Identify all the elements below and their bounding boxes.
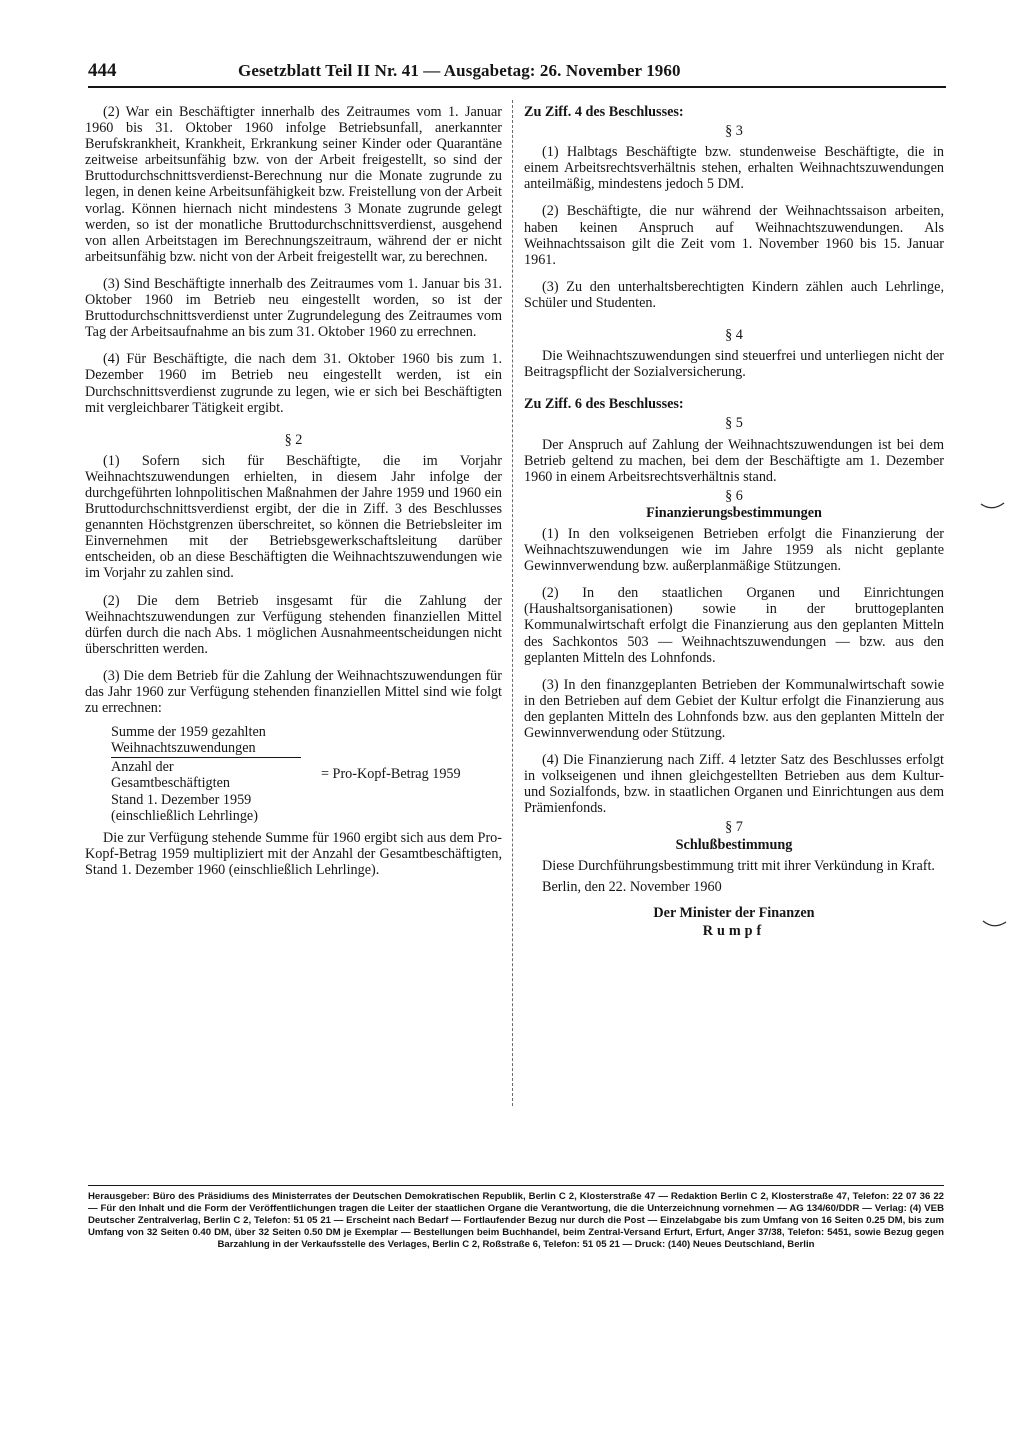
section-7-title: Schlußbestimmung: [675, 836, 793, 853]
paragraph-2-4: Die zur Verfügung stehende Summe für 1960 ergibt sich aus dem Pro-Kopf-Betrag 1959 multipliziert mit der Anzahl der Gesamtbeschäftigten, Stand 1. Dezember 1960 (einschließlich Lehrlinge).: [85, 829, 502, 878]
formula-result: = Pro-Kopf-Betrag 1959: [321, 765, 461, 782]
paragraph-2-3: (3) Die dem Betrieb für die Zahlung der Weihnachtszuwendungen für das Jahr 1960 zur Verfügung stehenden finanziellen Mittel sind wie folgt zu errechnen:: [85, 667, 502, 717]
column-divider: [512, 100, 513, 1106]
formula-denominator-line-4: (einschließlich Lehrlinge): [111, 807, 258, 824]
heading-ziff-6: Zu Ziff. 6 des Beschlusses:: [524, 396, 684, 413]
paragraph-5: Der Anspruch auf Zahlung der Weihnachtszuwendungen ist bei dem Betrieb geltend zu machen, bei dem der Beschäftigte am 1. Dezember 1960 in einem Arbeitsrechtsverhältnis stand.: [524, 436, 944, 485]
section-7-heading: § 7: [725, 819, 743, 836]
paragraph-4: Die Weihnachtszuwendungen sind steuerfrei und unterliegen nicht der Beitragspflicht der Sozialversicherung.: [524, 348, 944, 381]
paragraph-6-3: (3) In den finanzgeplanten Betrieben der Kommunalwirtschaft sowie in den Betrieben auf dem Gebiet der Kultur erfolgt die Finanzierung aus den geplanten Mitteln des Lohnfonds bzw. aus den geplanten Mitteln der Gewinnverwendung oder Stützung.: [524, 676, 944, 741]
section-2-heading: § 2: [284, 431, 303, 448]
section-3-heading: § 3: [725, 123, 743, 140]
formula-denominator-line-1: Anzahl der: [111, 759, 174, 776]
page-header: [88, 60, 946, 88]
paragraph-6-1: (1) In den volkseigenen Betrieben erfolgt die Finanzierung der Weihnachtszuwendungen wie im Jahre 1959 als nicht geplante Gewinnverwendung bzw. außerplanmäßige Stützungen.: [524, 525, 944, 575]
paragraph-1-4: (4) Für Beschäftigte, die nach dem 31. Oktober 1960 bis zum 1. Dezember 1960 im Betrieb neu eingestellt werden, ist ein Durchschnittsverdienst zugrunde zu legen, wie er sich bei Beschäftigten mit vergleichbarer Tätigkeit ergibt.: [85, 351, 502, 416]
heading-ziff-4: Zu Ziff. 4 des Beschlusses:: [524, 104, 684, 120]
formula-numerator: [111, 724, 301, 758]
paragraph-6-2: (2) In den staatlichen Organen und Einrichtungen (Haushaltsorganisationen) sowie in der bruttogeplanten Kommunalwirtschaft erfolgt die Finanzierung aus den geplanten Mitteln des Sachkontos 503 — Weihnachtszuwendungen — bzw. aus den geplanten Mitteln des Lohnfonds.: [524, 585, 944, 666]
paragraph-2-1: (1) Sofern sich für Beschäftigte, die im Vorjahr Weihnachtszuwendungen erhielten, in diesem Jahr infolge der durchgeführten lohnpolitischen Maßnahmen der Jahre 1959 und 1960 ein Bruttodurchschnittsverdienst ergibt, der die in Ziff. 3 des Beschlusses genannten Höchstgrenzen überschreitet, so können die Betriebsleiter im Einvernehmen mit der Betriebsgewerkschaftsleitung darüber entscheiden, ob an diese Beschäftigten die Weihnachtszuwendungen wie im Vorjahr zu zahlen sind.: [85, 452, 502, 582]
margin-tick-mark: [982, 918, 1008, 932]
page-number: 444: [88, 60, 117, 81]
imprint-text: Herausgeber: Büro des Präsidiums des Ministerrates der Deutschen Demokratischen Republik, Berlin C 2, Klosterstraße 47 — Redaktion Berlin C 2, Klosterstraße 47, Telefon: 22 07 36 22 — Für den Inhalt und die Form der Veröffentlichungen tragen die Leiter der staatlichen Organe die Verantwortung, die die Unterzeichnung vornehmen — AG 134/60/DDR — Verlag: (4) VEB Deutscher Zentralverlag, Berlin C 2, Telefon: 51 05 21 — Erscheint nach Bedarf — Fortlaufender Bezug nur durch die Post — Einzelabgabe bis zum Umfang von 16 Seiten 0.25 DM, bis zum Umfang von 32 Seiten 0.40 DM, über 32 Seiten 0.50 DM je Exemplar — Bestellungen beim Buchhandel, beim Zentral-Versand Erfurt, Erfurt, Anger 37/38, Telefon: 5451, sowie Bezug gegen Barzahlung in der Verkaufsstelle des Verlages, Berlin C 2, Roßstraße 6, Telefon: 51 05 21 — Druck: (140) Neues Deutschland, Berlin: [88, 1191, 944, 1250]
header-title: Gesetzblatt Teil II Nr. 41 — Ausgabetag: 26. November 1960: [238, 61, 681, 80]
formula-denominator-line-3: Stand 1. Dezember 1959: [111, 791, 252, 808]
margin-tick-mark: [980, 500, 1006, 514]
formula-fraction: [111, 724, 301, 824]
paragraph-2-2: (2) Die dem Betrieb insgesamt für die Zahlung der Weihnachtszuwendungen zur Verfügung stehenden finanziellen Mittel dürfen durch die nach Abs. 1 möglichen Ausnahmeentscheidungen nicht überschritten werden.: [85, 592, 502, 657]
section-5-heading: § 5: [725, 415, 743, 432]
right-column: [524, 104, 944, 939]
formula-denominator: [111, 758, 301, 823]
formula-denominator-line-2: Gesamtbeschäftigten: [111, 775, 230, 792]
footer-rule: [88, 1185, 944, 1186]
paragraph-7: Diese Durchführungsbestimmung tritt mit ihrer Verkündung in Kraft.: [542, 857, 935, 874]
paragraph-1-3: (3) Sind Beschäftigte innerhalb des Zeitraumes vom 1. Januar bis 31. Oktober 1960 im Betrieb neu eingestellt worden, so ist der Bruttodurchschnittsverdienst unter Zugrundelegung des Zeitraumes vom Tag der Arbeitsaufnahme an bis zum 31. Oktober 1960 zu errechnen.: [85, 275, 502, 341]
paragraph-3-1: (1) Halbtags Beschäftigte bzw. stundenweise Beschäftigte, die in einem Arbeitsrechtsverhältnis stehen, erhalten Weihnachtszuwendungen anteilmäßig, mindestens jedoch 5 DM.: [524, 144, 944, 193]
minister-title: Der Minister der Finanzen: [653, 904, 815, 921]
formula: [111, 724, 502, 824]
formula-numerator-line-2: Weihnachtszuwendungen: [111, 740, 256, 757]
paragraph-3-2: (2) Beschäftigte, die nur während der Weihnachtssaison arbeiten, haben keinen Anspruch auf Weihnachtszuwendungen. Als Weihnachtssaison gilt die Zeit vom 1. November 1960 bis 15. Januar 1961.: [524, 203, 944, 268]
paragraph-1-2: (2) War ein Beschäftigter innerhalb des Zeitraumes vom 1. Januar 1960 bis 31. Oktober 1960 infolge Betriebsunfall, anerkannter Berufskrankheit, Krankheit, Erkrankung seiner Kinder oder Quarantäne zeitweise arbeitsunfähig bzw. von der Arbeit freigestellt, so sind der Bruttodurchschnittsverdienst-Berechnung nur die Monate zugrunde zu legen, in denen keine Arbeitsunfähigkeit bzw. Freistellung von der Arbeit vorlag. Können hiernach nicht mindestens 3 Monate zugrunde gelegt werden, so ist der monatliche Bruttodurchschnittsverdienst, ausgehend von allen Arbeitstagen im Berechnungszeitraum, während der er nicht arbeitsunfähig bzw. nicht von der Arbeit freigestellt war, zu berechnen.: [85, 104, 502, 265]
paragraph-3-3: (3) Zu den unterhaltsberechtigten Kindern zählen auch Lehrlinge, Schüler und Studenten.: [524, 278, 944, 311]
formula-numerator-line-1: Summe der 1959 gezahlten: [111, 724, 266, 741]
left-column: [85, 104, 502, 878]
paragraph-6-4: (4) Die Finanzierung nach Ziff. 4 letzter Satz des Beschlusses erfolgt in volkseigenen und ihnen gleichgestellten Betrieben aus dem Kultur- und Sozialfonds, bzw. in staatlichen Organen und Einrichtungen aus dem Prämienfonds.: [524, 752, 944, 817]
section-6-title: Finanzierungsbestimmungen: [646, 504, 822, 521]
place-date: Berlin, den 22. November 1960: [542, 878, 722, 895]
section-4-heading: § 4: [725, 327, 743, 344]
section-6-heading: § 6: [725, 487, 743, 504]
signer-name: Rumpf: [702, 922, 766, 939]
imprint-footer: [88, 1191, 944, 1251]
